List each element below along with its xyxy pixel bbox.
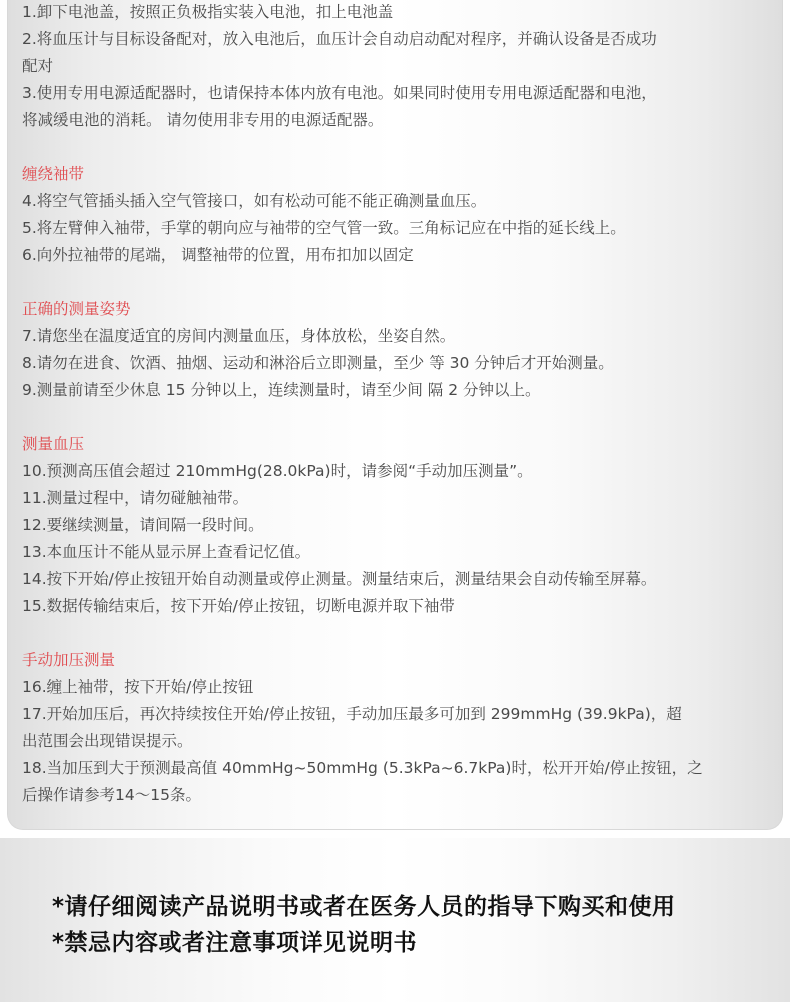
footer-notice-2: *禁忌内容或者注意事项详见说明书: [52, 930, 418, 956]
battery-line-5: 将减缓电池的消耗。 请勿使用非专用的电源适配器。: [22, 111, 384, 129]
manual-line-5: 后操作请参考14～15条。: [22, 786, 201, 804]
manual-line-3: 出范围会出现错误提示。: [22, 732, 193, 750]
section-gap: [22, 620, 772, 647]
measure-line-2: 11.测量过程中，请勿碰触袖带。: [22, 489, 249, 507]
measure-line-6: 15.数据传输结束后，按下开始/停止按钮，切断电源并取下袖带: [22, 597, 455, 615]
manual-line-4: 18.当加压到大于预测最高值 40mmHg~50mmHg (5.3kPa~6.7kPa)时，松开开始/停止按钮，之: [22, 759, 703, 777]
posture-line-1: 7.请您坐在温度适宜的房间内测量血压，身体放松，坐姿自然。: [22, 327, 456, 345]
battery-line-4: 3.使用专用电源适配器时，也请保持本体内放有电池。如果同时使用专用电源适配器和电池，: [22, 84, 657, 102]
footer-notice-panel: [0, 838, 790, 1002]
measure-heading: 测量血压: [22, 435, 85, 453]
measure-line-4: 13.本血压计不能从显示屏上查看记忆值。: [22, 543, 311, 561]
cuff-line-1: 4.将空气管插头插入空气管接口，如有松动可能不能正确测量血压。: [22, 192, 487, 210]
battery-line-3: 配对: [22, 57, 54, 75]
posture-line-3: 9.测量前请至少休息 15 分钟以上，连续测量时，请至少间 隔 2 分钟以上。: [22, 381, 541, 399]
section-gap: [22, 404, 772, 431]
manual-heading: 手动加压测量: [22, 651, 116, 669]
manual-line-2: 17.开始加压后，再次持续按住开始/停止按钮，手动加压最多可加到 299mmHg (39.9kPa)，超: [22, 705, 682, 723]
cuff-line-2: 5.将左臂伸入袖带，手掌的朝向应与袖带的空气管一致。三角标记应在中指的延长线上。: [22, 219, 626, 237]
footer-notice-1: *请仔细阅读产品说明书或者在医务人员的指导下购买和使用: [52, 894, 676, 920]
section-gap: [22, 134, 772, 161]
measure-line-3: 12.要继续测量，请间隔一段时间。: [22, 516, 264, 534]
posture-line-2: 8.请勿在进食、饮酒、抽烟、运动和淋浴后立即测量，至少 等 30 分钟后才开始测量。: [22, 354, 614, 372]
cuff-heading: 缠绕袖带: [22, 165, 85, 183]
measure-line-1: 10.预测高压值会超过 210mmHg(28.0kPa)时，请参阅“手动加压测量”。: [22, 462, 533, 480]
battery-line-2: 2.将血压计与目标设备配对，放入电池后，血压计会自动启动配对程序，并确认设备是否成功: [22, 30, 657, 48]
section-gap: [22, 269, 772, 296]
measure-line-5: 14.按下开始/停止按钮开始自动测量或停止测量。测量结束后，测量结果会自动传输至屏幕。: [22, 570, 657, 588]
posture-heading: 正确的测量姿势: [22, 300, 131, 318]
instruction-content: [22, 0, 772, 809]
battery-line-1: 1.卸下电池盖，按照正负极指实装入电池，扣上电池盖: [22, 3, 394, 21]
cuff-line-3: 6.向外拉袖带的尾端， 调整袖带的位置，用布扣加以固定: [22, 246, 414, 264]
manual-line-1: 16.缠上袖带，按下开始/停止按钮: [22, 678, 254, 696]
